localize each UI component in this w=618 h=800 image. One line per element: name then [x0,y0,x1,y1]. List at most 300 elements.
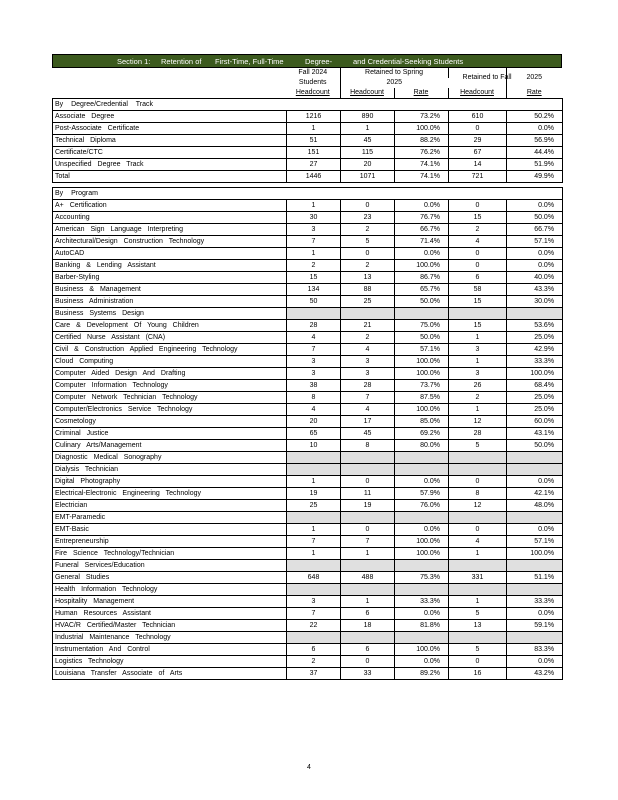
table-row [53,620,563,632]
row-label: Instrumentation And Control [53,644,287,656]
fall-headcount-retained: 1 [449,404,507,416]
fall-headcount [287,452,341,464]
spring-rate: 33.3% [395,596,449,608]
fall-rate: 68.4% [507,380,563,392]
fall-headcount: 1 [287,248,341,260]
fall-headcount: 37 [287,668,341,680]
spring-rate [395,308,449,320]
spring-headcount: 0 [341,248,395,260]
fall-rate: 60.0% [507,416,563,428]
fall-headcount [287,584,341,596]
table-row [53,584,563,596]
section-heading: By Program [53,188,563,200]
table-row [53,260,563,272]
fall-headcount-retained: 29 [449,135,507,147]
table-row [53,332,563,344]
fall-rate: 48.0% [507,500,563,512]
table-row [53,308,563,320]
spring-rate [395,452,449,464]
headcount-header: Headcount [340,88,394,98]
fall-rate: 0.0% [507,476,563,488]
spring-headcount: 3 [341,356,395,368]
spring-headcount: 0 [341,200,395,212]
table-row [53,608,563,620]
spring-headcount: 1 [341,548,395,560]
fall-headcount-retained: 0 [449,123,507,135]
spring-rate: 87.5% [395,392,449,404]
table-row [53,416,563,428]
row-label: Industrial Maintenance Technology [53,632,287,644]
spring-rate: 76.7% [395,212,449,224]
fall-headcount-retained: 13 [449,620,507,632]
spring-rate: 57.9% [395,488,449,500]
row-label: Civil & Construction Applied Engineering Technology [53,344,287,356]
row-label: Business Administration [53,296,287,308]
fall-headcount-retained: 15 [449,296,507,308]
fall-headcount: 1216 [287,111,341,123]
table-row [53,320,563,332]
row-label: Logistics Technology [53,656,287,668]
fall-headcount-retained: 4 [449,536,507,548]
fall-rate: 0.0% [507,656,563,668]
table-row [53,224,563,236]
row-label: Computer Network Technician Technology [53,392,287,404]
fall-headcount: 3 [287,224,341,236]
row-label: Diagnostic Medical Sonography [53,452,287,464]
table-row [53,344,563,356]
fall-headcount: 25 [287,500,341,512]
table-row [53,524,563,536]
table-row [53,668,563,680]
fall-headcount [287,632,341,644]
row-label: General Studies [53,572,287,584]
fall-headcount: 27 [287,159,341,171]
spring-rate: 100.0% [395,644,449,656]
spring-headcount: 2 [341,332,395,344]
spring-rate: 76.0% [395,500,449,512]
spring-rate: 0.0% [395,656,449,668]
spring-rate [395,512,449,524]
fall-headcount: 51 [287,135,341,147]
spring-rate: 0.0% [395,248,449,260]
table-row [53,488,563,500]
spring-headcount: 6 [341,608,395,620]
spring-headcount: 28 [341,380,395,392]
table-row [53,284,563,296]
program-table [52,187,563,680]
fall-headcount-retained: 0 [449,476,507,488]
table-row [53,404,563,416]
fall-headcount-retained: 0 [449,248,507,260]
spring-headcount: 25 [341,296,395,308]
table-row [53,356,563,368]
fall-headcount-retained: 14 [449,159,507,171]
fall-headcount-retained: 721 [449,171,507,183]
table-row [53,632,563,644]
fall-rate: 0.0% [507,123,563,135]
page-number: 4 [307,764,311,771]
fall-headcount: 1 [287,123,341,135]
fall-headcount: 2 [287,260,341,272]
spring-rate: 80.0% [395,440,449,452]
fall-rate: 33.3% [507,356,563,368]
spring-rate: 88.2% [395,135,449,147]
fall-headcount: 50 [287,296,341,308]
fall-headcount: 3 [287,596,341,608]
row-label: Funeral Services/Education [53,560,287,572]
fall-headcount-retained: 67 [449,147,507,159]
spring-headcount: 0 [341,476,395,488]
table-row [53,500,563,512]
fall-headcount: 3 [287,368,341,380]
fall-rate: 43.2% [507,668,563,680]
fall-headcount-retained [449,512,507,524]
row-label: AutoCAD [53,248,287,260]
row-label: Electrician [53,500,287,512]
fall-headcount-retained [449,632,507,644]
fall-headcount: 134 [287,284,341,296]
fall-rate: 43.3% [507,284,563,296]
spring-headcount: 0 [341,656,395,668]
spring-headcount: 4 [341,344,395,356]
table-row [53,428,563,440]
fall-rate: 30.0% [507,296,563,308]
table-row [53,536,563,548]
fall-headcount [287,464,341,476]
row-label: Dialysis Technician [53,464,287,476]
spring-headcount: 13 [341,272,395,284]
fall-rate: 42.1% [507,488,563,500]
fall-rate: 53.6% [507,320,563,332]
fall-rate: 0.0% [507,248,563,260]
spring-rate: 75.3% [395,572,449,584]
row-label: Electrical-Electronic Engineering Technology [53,488,287,500]
fall-headcount-retained [449,464,507,476]
row-label: Entrepreneurship [53,536,287,548]
spring-headcount: 488 [341,572,395,584]
fall-rate: 43.1% [507,428,563,440]
fall-rate: 50.0% [507,212,563,224]
row-label: A+ Certification [53,200,287,212]
table-row [53,147,563,159]
spring-rate: 65.7% [395,284,449,296]
spring-rate: 100.0% [395,123,449,135]
fall-headcount: 28 [287,320,341,332]
spring-rate: 57.1% [395,344,449,356]
fall-headcount: 38 [287,380,341,392]
row-label: Technical Diploma [53,135,287,147]
row-label: Business Systems Design [53,308,287,320]
headcount-header: Headcount [286,88,340,98]
fall-headcount-retained: 26 [449,380,507,392]
fall-headcount-retained [449,584,507,596]
spring-rate: 81.8% [395,620,449,632]
spring-rate: 73.7% [395,380,449,392]
fall-rate [507,464,563,476]
fall-headcount-retained: 12 [449,416,507,428]
table-row [53,272,563,284]
fall-rate: 33.3% [507,596,563,608]
spring-headcount: 18 [341,620,395,632]
spring-rate [395,584,449,596]
title-part: First-Time, Full-Time [215,57,284,66]
fall-headcount [287,560,341,572]
table-row [53,159,563,171]
fall-headcount-retained: 1 [449,548,507,560]
fall-headcount-retained: 5 [449,608,507,620]
table-row [53,111,563,123]
row-label: Unspecified Degree Track [53,159,287,171]
spring-headcount [341,584,395,596]
fall-headcount [287,308,341,320]
fall-rate: 0.0% [507,200,563,212]
section-heading: By Degree/Credential Track [53,99,563,111]
spring-rate: 69.2% [395,428,449,440]
spring-headcount: 3 [341,368,395,380]
fall-rate: 56.9% [507,135,563,147]
fall-rate: 83.3% [507,644,563,656]
fall-headcount: 65 [287,428,341,440]
fall-headcount: 1 [287,548,341,560]
row-label: Care & Development Of Young Children [53,320,287,332]
spring-headcount [341,632,395,644]
table-row [53,656,563,668]
spring-rate: 100.0% [395,260,449,272]
spring-header: Retained to Spring [340,68,448,78]
fall-rate: 44.4% [507,147,563,159]
fall-headcount: 3 [287,356,341,368]
fall-rate: 51.1% [507,572,563,584]
row-label: Human Resources Assistant [53,608,287,620]
spring-headcount: 1071 [341,171,395,183]
table-row [53,452,563,464]
fall-headcount: 15 [287,272,341,284]
spring-headcount: 33 [341,668,395,680]
spring-headcount [341,512,395,524]
spring-headcount [341,560,395,572]
fall-rate: 25.0% [507,392,563,404]
spring-headcount: 8 [341,440,395,452]
row-label: Computer Aided Design And Drafting [53,368,287,380]
fall-headcount: 19 [287,488,341,500]
fall-headcount-retained: 3 [449,368,507,380]
table-row [53,171,563,183]
table-row [53,296,563,308]
row-label: Computer/Electronics Service Technology [53,404,287,416]
spring-rate: 50.0% [395,332,449,344]
row-label: Accounting [53,212,287,224]
spring-rate: 100.0% [395,356,449,368]
spring-headcount [341,464,395,476]
table-row [53,368,563,380]
track-table [52,98,563,183]
spring-headcount: 2 [341,260,395,272]
row-label: EMT-Basic [53,524,287,536]
headcount-header: Headcount [448,88,506,98]
fall-headcount-retained: 0 [449,200,507,212]
fall-headcount: 30 [287,212,341,224]
spring-rate: 89.2% [395,668,449,680]
fall-rate: 59.1% [507,620,563,632]
title-part: Section 1: [117,57,151,66]
table-row [53,440,563,452]
fall-headcount-retained: 15 [449,320,507,332]
spring-rate [395,632,449,644]
fall-headcount-retained [449,560,507,572]
fall-headcount-retained: 1 [449,596,507,608]
rate-header: Rate [526,89,542,96]
fall-headcount: 20 [287,416,341,428]
fall-headcount-retained: 8 [449,488,507,500]
fall-headcount: 4 [287,332,341,344]
fall-headcount: 22 [287,620,341,632]
spring-rate: 75.0% [395,320,449,332]
table-row [53,123,563,135]
fall-rate: 100.0% [507,368,563,380]
fall-rate [507,452,563,464]
row-label: Total [53,171,287,183]
fall-headcount-retained: 1 [449,332,507,344]
fall-rate [507,560,563,572]
spring-headcount: 7 [341,392,395,404]
spring-rate: 100.0% [395,548,449,560]
fall-headcount: 6 [287,644,341,656]
row-label: American Sign Language Interpreting [53,224,287,236]
row-label: Louisiana Transfer Associate of Arts [53,668,287,680]
row-label: Criminal Justice [53,428,287,440]
fall-rate: 50.0% [507,440,563,452]
fall-rate: 25.0% [507,404,563,416]
fall-headcount: 2 [287,656,341,668]
fall-rate: 50.2% [507,111,563,123]
spring-rate: 86.7% [395,272,449,284]
fall-rate [507,584,563,596]
row-label: Post-Associate Certificate [53,123,287,135]
row-label: HVAC/R Certified/Master Technician [53,620,287,632]
spring-headcount: 17 [341,416,395,428]
fall-headcount-retained [449,452,507,464]
spring-rate: 100.0% [395,536,449,548]
spring-rate: 0.0% [395,608,449,620]
fall-rate: 100.0% [507,548,563,560]
fall-rate: 42.9% [507,344,563,356]
fall-rate: 49.9% [507,171,563,183]
fall-rate [507,632,563,644]
fall-students-header: Fall 2024 [286,68,340,78]
row-label: EMT-Paramedic [53,512,287,524]
spring-year-header: 2025 [386,79,403,86]
spring-headcount: 45 [341,135,395,147]
spring-rate [395,464,449,476]
fall-rate: 57.1% [507,236,563,248]
row-label: Hospitality Management [53,596,287,608]
spring-rate: 0.0% [395,524,449,536]
fall-headcount [287,512,341,524]
fall-headcount: 1 [287,524,341,536]
fall-year-header: 2025 [526,74,543,81]
spring-rate: 85.0% [395,416,449,428]
fall-headcount: 151 [287,147,341,159]
fall-rate: 25.0% [507,332,563,344]
spring-rate: 100.0% [395,368,449,380]
fall-headcount-retained: 58 [449,284,507,296]
fall-headcount: 7 [287,236,341,248]
row-label: Barber-Styling [53,272,287,284]
table-row [53,392,563,404]
spring-headcount: 45 [341,428,395,440]
spring-headcount: 1 [341,596,395,608]
spring-headcount: 0 [341,524,395,536]
fall-rate: 0.0% [507,608,563,620]
fall-headcount-retained: 2 [449,224,507,236]
spring-rate [395,560,449,572]
header-table [52,68,562,98]
fall-headcount-retained: 12 [449,500,507,512]
row-label: Associate Degree [53,111,287,123]
fall-rate: 66.7% [507,224,563,236]
row-label: Culinary Arts/Management [53,440,287,452]
table-row [53,596,563,608]
fall-headcount-retained: 331 [449,572,507,584]
fall-headcount-retained: 2 [449,392,507,404]
row-label: Digital Photography [53,476,287,488]
row-label: Banking & Lending Assistant [53,260,287,272]
fall-headcount: 4 [287,404,341,416]
fall-rate [507,308,563,320]
spring-rate: 74.1% [395,171,449,183]
fall-headcount-retained: 610 [449,111,507,123]
table-row [53,560,563,572]
row-label: Computer Information Technology [53,380,287,392]
spring-headcount: 23 [341,212,395,224]
spring-headcount: 7 [341,536,395,548]
fall-headcount-retained: 1 [449,356,507,368]
fall-headcount-retained: 3 [449,344,507,356]
spring-headcount: 6 [341,644,395,656]
row-label: Business & Management [53,284,287,296]
spring-headcount: 890 [341,111,395,123]
fall-rate [507,512,563,524]
fall-rate: 57.1% [507,536,563,548]
fall-headcount-retained: 5 [449,440,507,452]
spring-rate: 100.0% [395,404,449,416]
fall-headcount-retained: 0 [449,260,507,272]
fall-headcount-retained: 0 [449,656,507,668]
fall-rate: 51.9% [507,159,563,171]
spring-headcount: 88 [341,284,395,296]
table-row [53,200,563,212]
fall-headcount-retained: 16 [449,668,507,680]
spring-rate: 0.0% [395,200,449,212]
students-header: Students [286,78,340,88]
table-row [53,380,563,392]
table-row [53,212,563,224]
table-row [53,464,563,476]
row-label: Cloud Computing [53,356,287,368]
table-row [53,548,563,560]
title-part: Degree- [305,57,333,66]
spring-rate: 76.2% [395,147,449,159]
fall-headcount-retained: 0 [449,524,507,536]
fall-headcount: 7 [287,536,341,548]
fall-headcount-retained: 5 [449,644,507,656]
table-row [53,236,563,248]
fall-headcount-retained: 4 [449,236,507,248]
table-row [53,572,563,584]
rate-header: Rate [394,88,448,98]
spring-headcount: 21 [341,320,395,332]
fall-headcount: 7 [287,608,341,620]
